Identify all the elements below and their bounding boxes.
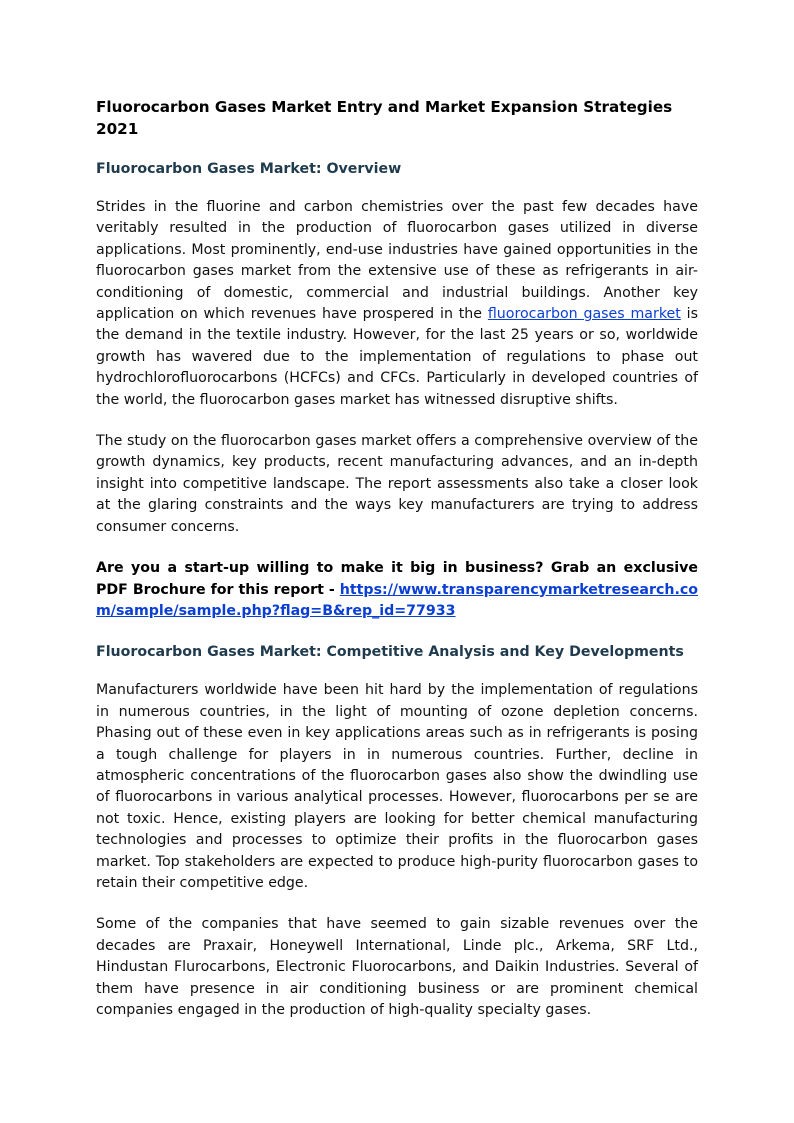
competitive-analysis-heading: Fluorocarbon Gases Market: Competitive Analysis and Key Developments (96, 644, 684, 661)
brochure-sample-link[interactable]: https://www.transparencymarketresearch.com/sample/sample.php?flag=B&rep_id=77933 (96, 581, 698, 619)
overview-heading: Fluorocarbon Gases Market: Overview (96, 161, 402, 177)
competitive-paragraph-1: Manufacturers worldwide have been hit hard by the implementation of regulations in numerous countries, in the light of mounting of ozone depletion concerns. Phasing out of these even in key applications areas such as in refrigerants is posing a tough challenge for players in in numerous countries. Further, decline in atmospheric concentrations of the fluorocarbon gases also show the dwindling use of fluorocarbons in various analytical processes. However, fluorocarbons per se are not toxic. Hence, existing players are looking for better chemical manufacturing technologies and processes to optimize their profits in the fluorocarbon gases market. Top stakeholders are expected to produce high-purity fluorocarbon gases to retain their competitive edge. (96, 682, 698, 891)
document-title: Fluorocarbon Gases Market Entry and Market Expansion Strategies 2021 (96, 98, 673, 138)
fluorocarbon-gases-market-link[interactable]: fluorocarbon gases market (487, 306, 681, 323)
overview-text-before-link: Strides in the fluorine and carbon chemistries over the past few decades have veritably resulted in the production of fluorocarbon gases utilized in diverse applications. Most prominently, end-use industries have gained opportunities in the fluorocarbon gases market from the extensive use of these as refrigerants in air-conditioning of domestic, commercial and industrial buildings. Another key application on which revenues have prospered in the (96, 199, 698, 323)
overview-text-after-link: is the demand in the textile industry. However, for the last 25 years or so, worldwide growth has wavered due to the implementation of regulations to phase out hydrochlorofluorocarbons (HCFCs) and CFCs. Particularly in developed countries of the world, the fluorocarbon gases market has witnessed disruptive shifts. (96, 306, 698, 408)
brochure-cta-text: Are you a start-up willing to make it big in business? Grab an exclusive PDF Brochure for this report - (96, 560, 698, 598)
overview-paragraph-2: The study on the fluorocarbon gases market offers a comprehensive overview of the growth dynamics, key products, recent manufacturing advances, and an in-depth insight into competitive landscape. The report assessments also take a closer look at the glaring constraints and the ways key manufacturers are trying to address consumer concerns. (96, 433, 698, 535)
document-page (96, 96, 698, 1041)
brochure-call-to-action (96, 558, 698, 622)
overview-paragraph-1 (96, 197, 698, 411)
competitive-paragraph-2: Some of the companies that have seemed to gain sizable revenues over the decades are Praxair, Honeywell International, Linde plc., Arkema, SRF Ltd., Hindustan Flurocarbons, Electronic Fluorocarbons, and Daikin Industries. Several of them have presence in air conditioning business or are prominent chemical companies engaged in the production of high-quality specialty gases. (96, 916, 698, 1018)
